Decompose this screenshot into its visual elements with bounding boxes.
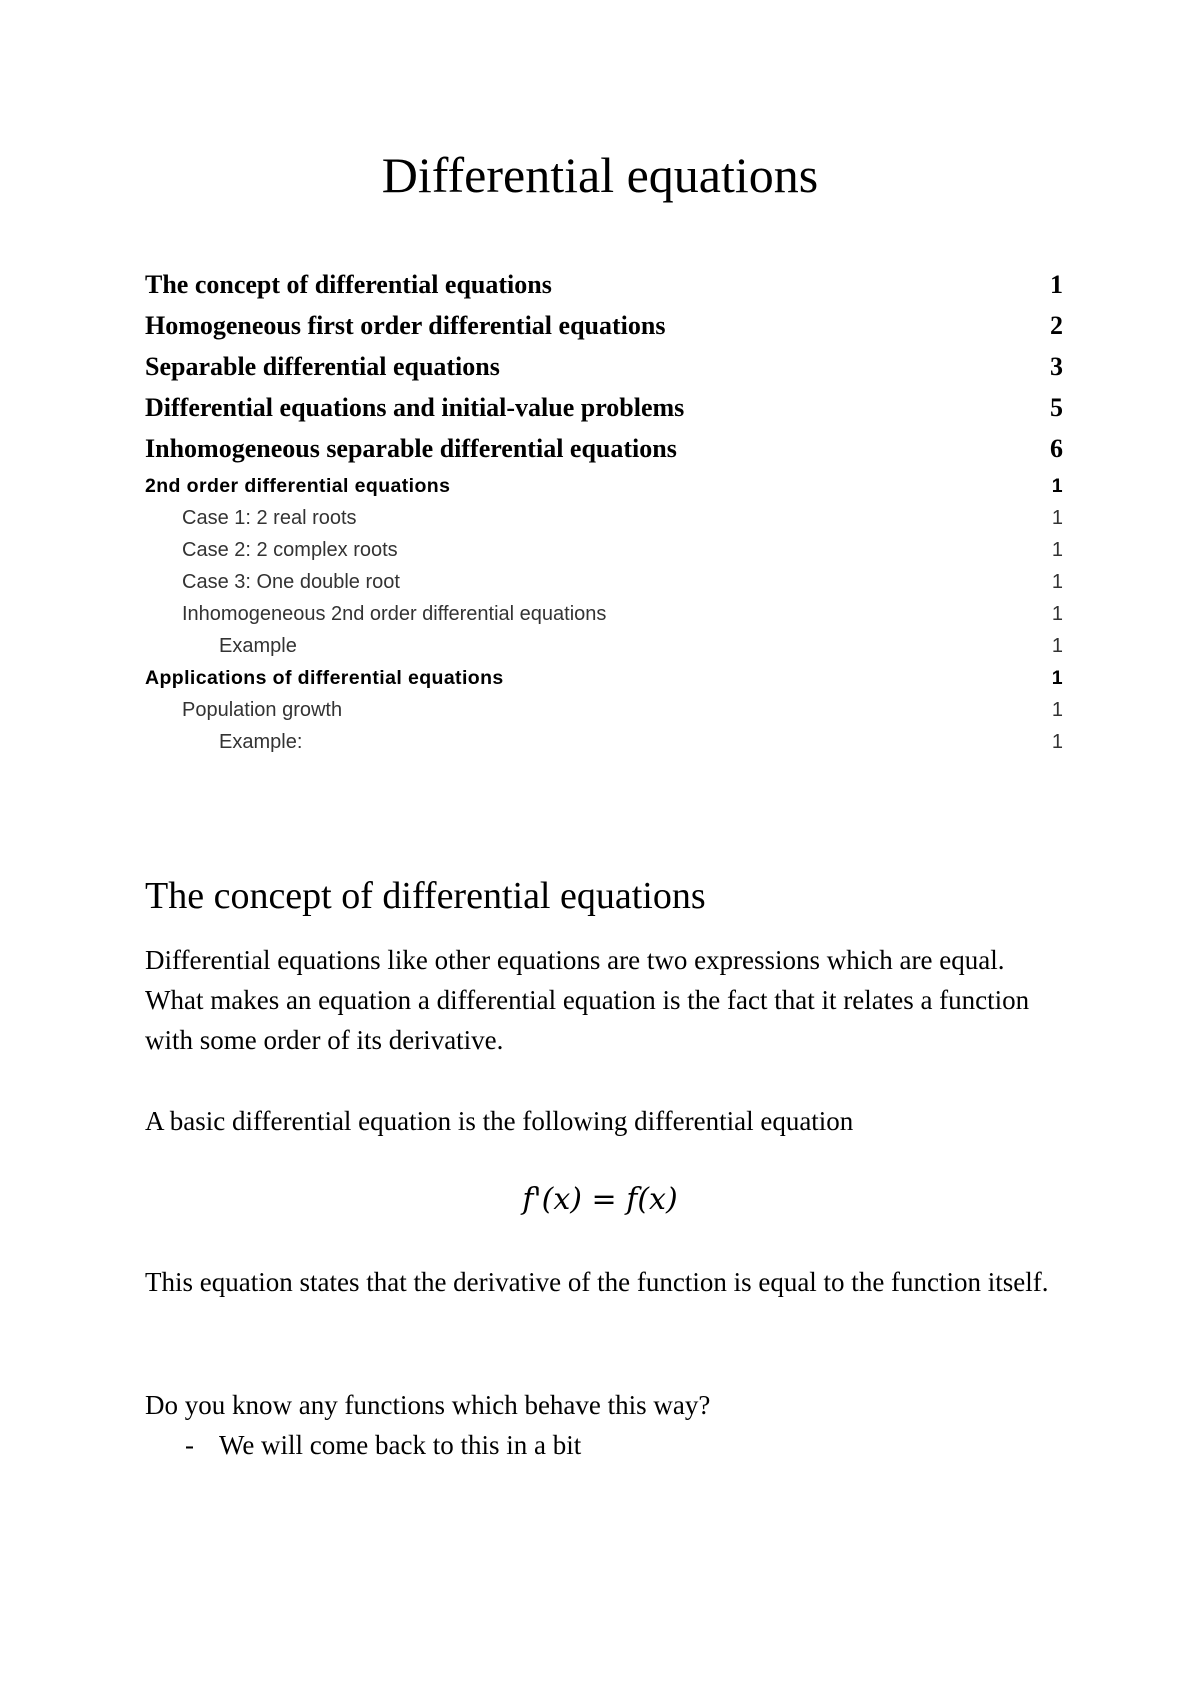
toc-entry[interactable] [145,393,1063,434]
toc-entry-label: Differential equations and initial-value problems [145,393,685,422]
toc-entry[interactable] [145,603,1063,635]
toc-entry-label: Inhomogeneous 2nd order differential equations [182,603,607,625]
toc-entry-page: 2 [1050,311,1063,340]
toc-entry-page: 5 [1050,393,1063,422]
bullet-marker: - [185,1430,194,1460]
toc-entry-label: The concept of differential equations [145,270,552,299]
toc-entry[interactable] [145,270,1063,311]
toc-entry-label: Case 1: 2 real roots [182,507,357,529]
toc-entry-label: Homogeneous first order differential equations [145,311,666,340]
toc-entry-label: Case 3: One double root [182,571,400,593]
body-paragraph: Do you know any functions which behave this way? [145,1390,711,1420]
toc-entry[interactable] [145,731,1063,763]
toc-entry[interactable] [145,539,1063,571]
body-paragraph: This equation states that the derivative of the function is equal to the function itself. [145,1267,1049,1297]
toc-entry-label: Example [219,635,297,657]
equation: f'(x) = f(x) [522,1182,678,1217]
toc-entry[interactable] [145,475,1063,507]
body-paragraph: Differential equations like other equations are two expressions which are equal. What makes an equation a differential equation is the fact that it relates a function with some order of its derivative. [145,945,1030,1055]
toc-entry-label: Case 2: 2 complex roots [182,539,398,561]
toc-entry[interactable] [145,311,1063,352]
toc-entry-label: Population growth [182,699,343,721]
toc-entry[interactable] [145,667,1063,699]
toc-entry-label: Example: [219,731,303,753]
bullet-list-item [185,1425,581,1465]
toc-entry-page: 1 [1051,699,1063,721]
toc-entry-page: 1 [1051,603,1063,625]
toc-entry-page: 1 [1051,667,1063,689]
toc-entry[interactable] [145,699,1063,731]
document-title: Differential equations [381,147,819,203]
toc-entry-label: Applications of differential equations [145,667,504,689]
toc-entry-page: 1 [1051,731,1063,753]
toc-entry-page: 1 [1051,635,1063,657]
toc-entry-page: 1 [1051,507,1063,529]
toc-entry-page: 3 [1050,352,1063,381]
toc-entry-page: 1 [1051,571,1063,593]
toc-entry[interactable] [145,352,1063,393]
toc-entry[interactable] [145,507,1063,539]
body-paragraph: A basic differential equation is the following differential equation [145,1106,854,1136]
toc-entry-label: Inhomogeneous separable differential equations [145,434,677,463]
bullet-text: We will come back to this in a bit [219,1430,582,1460]
toc-entry-label: 2nd order differential equations [145,475,451,497]
toc-entry-page: 1 [1051,539,1063,561]
table-of-contents [145,270,1063,763]
toc-entry-label: Separable differential equations [145,352,500,381]
toc-entry[interactable] [145,571,1063,603]
toc-entry[interactable] [145,635,1063,667]
toc-entry-page: 1 [1051,475,1063,497]
toc-entry[interactable] [145,434,1063,475]
toc-entry-page: 1 [1050,270,1063,299]
section-heading: The concept of differential equations [145,875,706,917]
toc-entry-page: 6 [1050,434,1063,463]
